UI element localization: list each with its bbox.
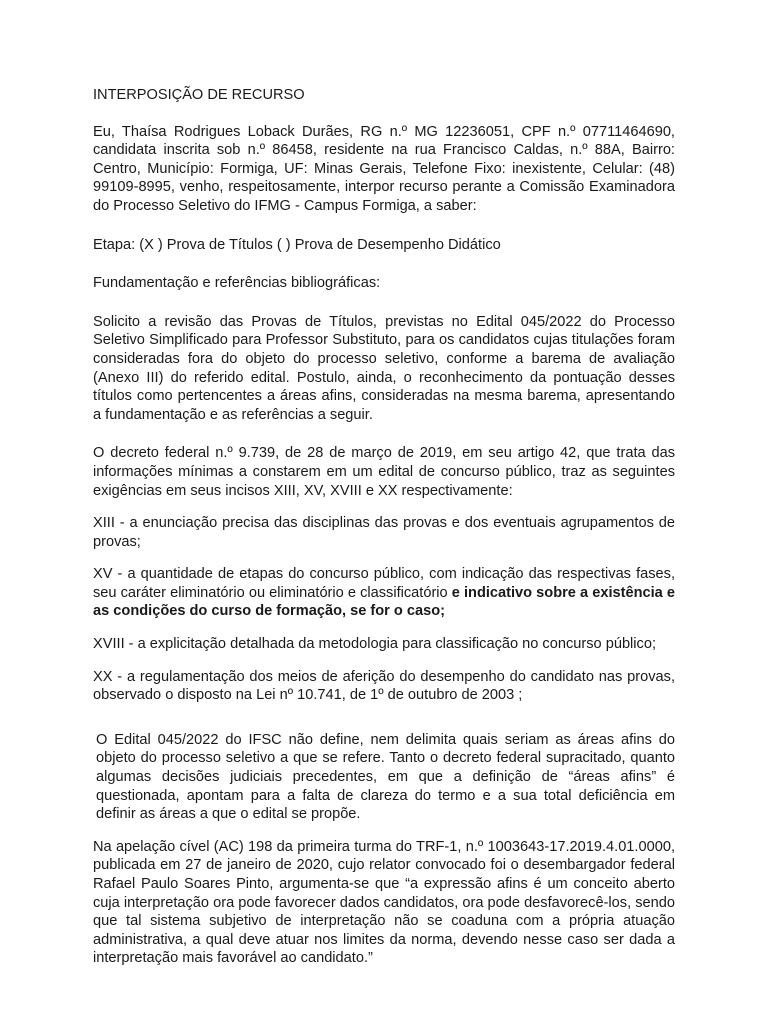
etapa-line: Etapa: (X ) Prova de Títulos ( ) Prova de Desempenho Didático bbox=[93, 236, 501, 253]
inciso-xv-bold-text: e indicativo sobre a existência e as condições do curso de formação, se for o caso; bbox=[93, 584, 675, 620]
paragraph-edital: O Edital 045/2022 do IFSC não define, nem delimita quais seriam as áreas afins do objeto do processo seletivo a que se refere. Tanto o decreto federal supracitado, quanto algumas decisões judiciais precedentes, em que a definição de “áreas afins” é questionada, apontam para a falta de clareza do termo e a sua total deficiência em definir as áreas a que o edital se propõe. bbox=[96, 731, 675, 823]
inciso-xv-text: XV - a quantidade de etapas do concurso público, com indicação das respectivas fases, seu caráter eliminatório ou eliminatório e classificatório bbox=[93, 566, 675, 601]
fundamentacao-heading: Fundamentação e referências bibliográficas: bbox=[93, 275, 381, 292]
inciso-xv bbox=[93, 565, 675, 621]
inciso-xiii: XIII - a enunciação precisa das disciplinas das provas e dos eventuais agrupamentos de provas; bbox=[93, 515, 675, 550]
paragraph-revisao: Solicito a revisão das Provas de Títulos, previstas no Edital 045/2022 do Processo Seletivo Simplificado para Professor Substituto, para os candidatos cujas titulações foram consideradas fora do objeto do processo seletivo, conforme a barema de avaliação (Anexo III) do referido edital. Postulo, ainda, o reconhecimento da pontuação desses títulos como pertencentes a áreas afins, consideradas na mesma barema, apresentando a fundamentação e as referências a seguir. bbox=[93, 313, 675, 423]
paragraph-decreto: O decreto federal n.º 9.739, de 28 de março de 2019, em seu artigo 42, que trata das informações mínimas a constarem em um edital de concurso público, traz as seguintes exigências em seus incisos XIII, XV, XVIII e XX respectivamente: bbox=[93, 445, 675, 499]
inciso-xx: XX - a regulamentação dos meios de aferição do desempenho do candidato nas provas, observado o disposto na Lei nº 10.741, de 1º de outubro de 2003 ; bbox=[93, 668, 675, 704]
paragraph-apelacao: Na apelação cível (AC) 198 da primeira turma do TRF-1, n.º 1003643-17.2019.4.01.0000, publicada em 27 de janeiro de 2020, cujo relator convocado foi o desembargador federal Rafael Paulo Soares Pinto, argumenta-se que “a expressão afins é um conceito aberto cuja interpretação ora pode favorecer dados candidatos, ora pode desfavorecê-los, sendo que tal sistema subjetivo de interpretação não se coaduna com a própria atuação administrativa, a qual deve atuar nos limites da norma, devendo nesse caso ser dada a interpretação mais favorável ao candidato.” bbox=[93, 838, 675, 967]
document-title: INTERPOSIÇÃO DE RECURSO bbox=[93, 87, 305, 103]
inciso-xviii: XVIII - a explicitação detalhada da metodologia para classificação no concurso público; bbox=[93, 636, 657, 653]
intro-paragraph: Eu, Thaísa Rodrigues Loback Durães, RG n.º MG 12236051, CPF n.º 07711464690, candidata inscrita sob n.º 86458, residente na rua Francisco Caldas, n.º 88A, Bairro: Centro, Município: Formiga, UF: Minas Gerais, Telefone Fixo: inexistente, Celular: (48) 99109-8995, venho, respeitosamente, interpor recurso perante a Comissão Examinadora do Processo Seletivo do IFMG - Campus Formiga, a saber: bbox=[93, 123, 675, 214]
